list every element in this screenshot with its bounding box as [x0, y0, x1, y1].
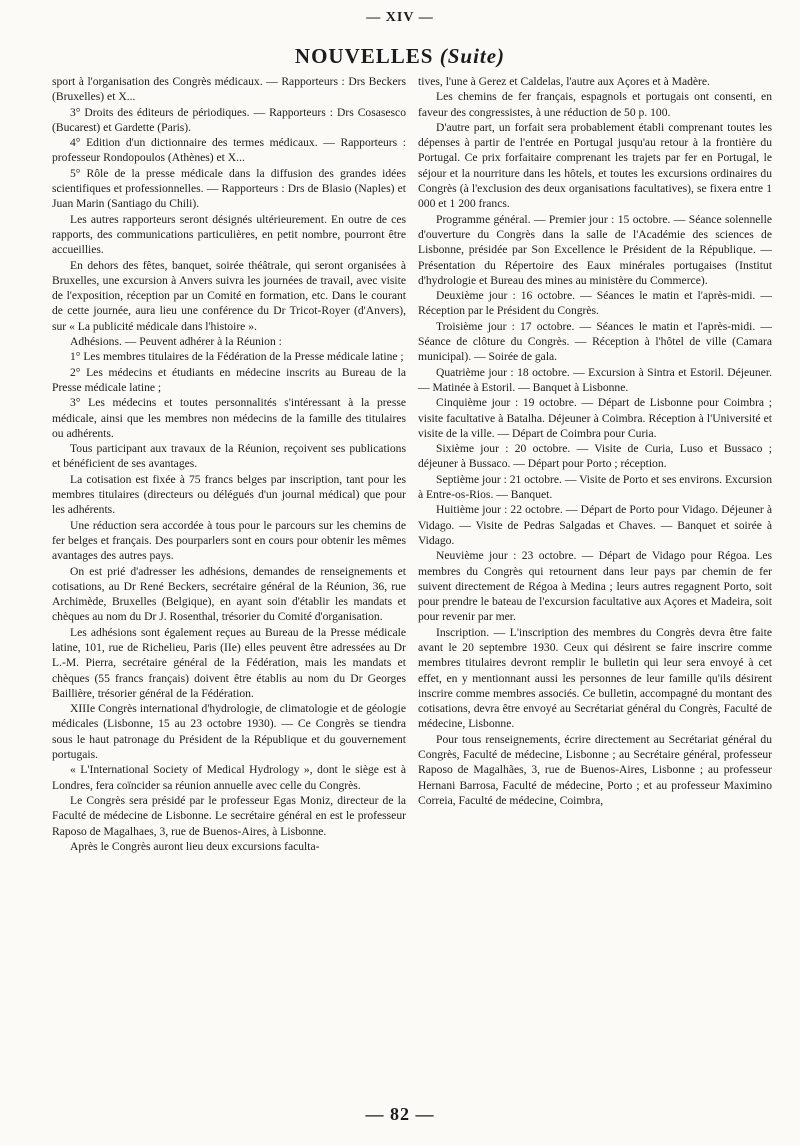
- paragraph: En dehors des fêtes, banquet, soirée théâtrale, qui seront organisées à Bruxelles, une excursion à Anvers suivra les journées de travail, avec visite de l'exposition, réception par un Comité en formation, etc. Dans le courant de cette journée, aura lieu une conférence du Dr Tricot-Royer (d'Anvers), sur « La publicité médicale dans l'histoire ».: [52, 258, 406, 333]
- paragraph: Pour tous renseignements, écrire directement au Secrétariat général du Congrès, Faculté de médecine, Lisbonne ; au Secrétaire général, professeur Raposo de Magalhães, 3, rue de Buenos-Aires, Lisbonne ; au professeur Hernani Barrosa, Faculté de médecine, Porto ; et au professeur Maximino Correia, Faculté de médecine, Coimbra,: [418, 732, 772, 807]
- paragraph: Programme général. — Premier jour : 15 octobre. — Séance solennelle d'ouverture du Congrès dans la salle de l'Académie des sciences de Lisbonne, présidée par Son Excellence le Président de la République. — Présentation du Répertoire des Eaux minérales portugaises (Institut d'hydrologie et Bureau des mines au ministère du Commerce).: [418, 212, 772, 287]
- paragraph: Adhésions. — Peuvent adhérer à la Réunion :: [70, 335, 282, 349]
- paragraph: La cotisation est fixée à 75 francs belges par inscription, tant pour les membres titulaires (directeurs ou délégués d'un journal médical) que pour les adhérents.: [52, 472, 406, 517]
- section-heading: [0, 44, 800, 69]
- paragraph: Les autres rapporteurs seront désignés ultérieurement. En outre de ces rapports, des communications particulières, en petit nombre, pourront être accueillies.: [52, 212, 406, 257]
- paragraph: Huitième jour : 22 octobre. — Départ de Porto pour Vidago. Déjeuner à Vidago. — Visite de Pedras Salgadas et Chaves. — Banquet et soirée à Vidago.: [418, 503, 772, 547]
- paragraph: Neuvième jour : 23 octobre. — Départ de Vidago pour Régoa. Les membres du Congrès qui retournent dans leur pays par chemin de fer suivent directement de Régoa à Medina ; leurs autres regagnent Porto, soit pour prendre le bateau de l'excursion facultative aux Açores et Madeira, soit pour revenir par mer.: [418, 549, 772, 624]
- paragraph: 3° Droits des éditeurs de périodiques. — Rapporteurs : Drs Cosasesco (Bucarest) et Gardette (Paris).: [52, 105, 406, 134]
- paragraph: Une réduction sera accordée à tous pour le parcours sur les chemins de fer belges et français. Des pourparlers sont en cours pour obtenir les mêmes avantages des autres pays.: [52, 518, 406, 563]
- paragraph: Quatrième jour : 18 octobre. — Excursion à Sintra et Estoril. Déjeuner. — Matinée à Estoril. — Banquet à Lisbonne.: [418, 365, 772, 394]
- right-column: [418, 74, 772, 808]
- paragraph: Les adhésions sont également reçues au Bureau de la Presse médicale latine, 101, rue de Richelieu, Paris (IIe) elles peuvent être adressées au Dr L.-M. Pierra, secrétaire général de la Fédération, mais les mandats et chèques (55 francs français) doivent être établis au nom du Dr Georges Baillière, trésorier général de la Fédération.: [52, 625, 406, 700]
- paragraph: 3° Les médecins et toutes personnalités s'intéressant à la presse médicale, ainsi que les membres non médecins de la famille des titulaires ou adhérents.: [52, 396, 406, 440]
- paragraph: 5° Rôle de la presse médicale dans la diffusion des grandes idées scientifiques et professionnelles. — Rapporteurs : Drs de Blasio (Naples) et Juan Marin (Santiago du Chili).: [52, 166, 406, 211]
- paragraph: On est prié d'adresser les adhésions, demandes de renseignements et cotisations, au Dr René Beckers, secrétaire général de la Réunion, 36, rue Archimède, Bruxelles (Belgique), en ayant soin d'établir les mandats et chèques au nom du Dr J. Rosenthal, trésorier du Comité d'organisation.: [52, 564, 406, 624]
- left-column: [52, 74, 406, 854]
- paragraph: Cinquième jour : 19 octobre. — Départ de Lisbonne pour Coimbra ; visite facultative à Batalha. Déjeuner à Coimbra. Réception à l'Université et visite de la ville. — Départ de Coimbra pour Curia.: [418, 396, 772, 440]
- paragraph: Septième jour : 21 octobre. — Visite de Porto et ses environs. Excursion à Entre-os-Rios. — Banquet.: [418, 472, 772, 502]
- paragraph: Troisième jour : 17 octobre. — Séances le matin et l'après-midi. — Séance de clôture du Congrès. — Réception à l'hôtel de ville (Camara municipal). — Soirée de gala.: [418, 319, 772, 364]
- section-title: NOUVELLES: [294, 44, 434, 68]
- paragraph: Deuxième jour : 16 octobre. — Séances le matin et l'après-midi. — Réception par le Président du Congrès.: [418, 289, 772, 318]
- paragraph: Inscription. — L'inscription des membres du Congrès devra être faite avant le 20 septembre 1930. Ceux qui désirent se faire inscrire comme membres titulaires devront remplir le bulletin qui leur sera envoyé à cet effet, en y mentionnant aussi les personnes de leur famille qu'ils désirent inscrire comme membres associés. Ce bulletin, accompagné du montant des cotisations, devra être envoyé au Secrétariat général du Congrès, Faculté de médecine, Lisbonne.: [418, 625, 772, 731]
- paragraph: Après le Congrès auront lieu deux excursions faculta-: [70, 839, 320, 853]
- paragraph: Le Congrès sera présidé par le professeur Egas Moniz, directeur de la Faculté de médecine de Lisbonne. Le secrétaire général en est le professeur Raposo de Magalhaes, 3, rue de Buenos-Aires, à Lisbonne.: [52, 793, 406, 838]
- section-subtitle: (Suite): [439, 44, 506, 68]
- paragraph: Sixième jour : 20 octobre. — Visite de Curia, Luso et Bussaco ; déjeuner à Bussaco. — Départ pour Porto ; réception.: [418, 442, 772, 471]
- paragraph: « L'International Society of Medical Hydrology », dont le siège est à Londres, fera coïncider sa réunion annuelle avec celle du Congrès.: [52, 763, 406, 792]
- paragraph: Les chemins de fer français, espagnols et portugais ont consenti, en faveur des congressistes, à une réduction de 50 p. 100.: [418, 90, 772, 119]
- folio: — XIV —: [366, 10, 434, 25]
- paragraph: Tous participant aux travaux de la Réunion, reçoivent ses publications et bénéficient de ses avantages.: [52, 442, 406, 471]
- paragraph: 2° Les médecins et étudiants en médecine inscrits au Bureau de la Presse médicale latine ;: [52, 365, 406, 394]
- paragraph: XIIIe Congrès international d'hydrologie, de climatologie et de géologie médicales (Lisbonne, 15 au 23 octobre 1930). — Ce Congrès se tiendra sous le haut patronage du Président de la République et du gouvernement portugais.: [52, 702, 406, 762]
- paragraph: D'autre part, un forfait sera probablement établi comprenant toutes les dépenses à partir de l'entrée en Portugal jusqu'au retour à la frontière du Portugal. Ce prix forfaitaire comprenant les trajets par fer en Portugal, le séjour et la nourriture dans les hôtels, et toutes les excursions ordinaires du Congrès (à l'exclusion des deux organisations facultatives), se fixera entre 1 000 et 1 200 francs.: [418, 120, 772, 211]
- page-number: — 82 —: [365, 1104, 435, 1124]
- paragraph: 1° Les membres titulaires de la Fédération de la Presse médicale latine ;: [70, 350, 404, 364]
- paragraph: sport à l'organisation des Congrès médicaux. — Rapporteurs : Drs Beckers (Bruxelles) et X...: [52, 75, 406, 104]
- paragraph: tives, l'une à Gerez et Caldelas, l'autre aux Açores et à Madère.: [418, 75, 710, 88]
- paragraph: 4° Edition d'un dictionnaire des termes médicaux. — Rapporteurs : professeur Rondopoulos (Athènes) et X...: [52, 136, 406, 165]
